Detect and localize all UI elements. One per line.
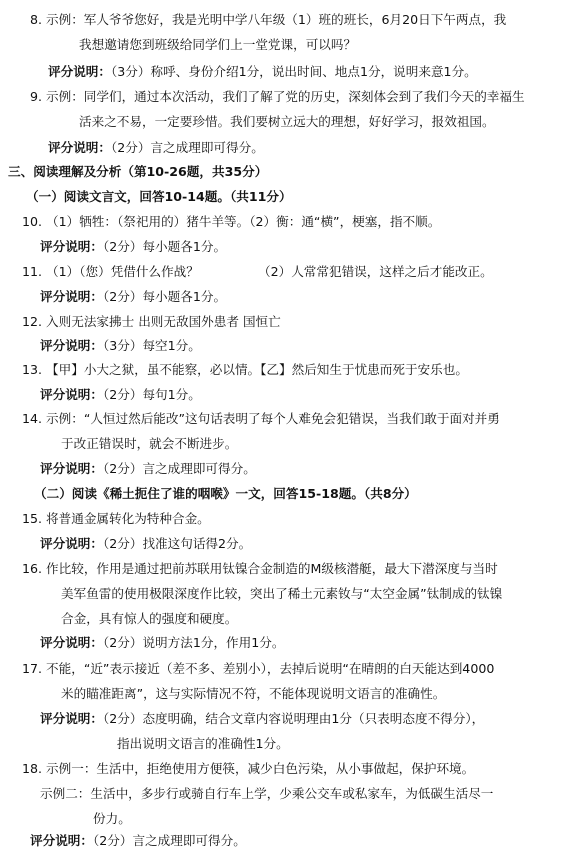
score-text: （2分）说明方法1分，作用1分。 [102, 635, 285, 650]
q8-line-2: 我想邀请您到班级给同学们上一堂党课，可以吗？ [79, 37, 357, 52]
q13-score-line [40, 387, 201, 402]
score-text: （2分）言之成理即可得分。 [102, 461, 256, 476]
q17-score-line-2: 指出说明文语言的准确性1分。 [117, 736, 289, 751]
score-label: 评分说明： [40, 387, 103, 402]
q18-line-3: 份力。 [93, 811, 131, 826]
q14-line-2: 于改正错误时，就会不断进步。 [61, 436, 238, 451]
score-label: 评分说明： [40, 635, 103, 650]
q17-line-2: 米的瞄准距离”，这与实际情况不符，不能体现说明文语言的准确性。 [61, 686, 446, 701]
q11-score-line [40, 289, 226, 304]
q16-line-1: 16. 作比较，作用是通过把前苏联用钛镍合金制造的M级核潜艇，最大下潜深度与当时 [22, 561, 498, 576]
q14-line-1: 14. 示例：“人恒过然后能改”这句话表明了每个人难免会犯错误，当我们敢于面对并勇 [22, 411, 500, 426]
q16-line-3: 合金，具有惊人的强度和硬度。 [61, 611, 238, 626]
q10-line-1: 10. （1）牺牲：（祭祀用的）猪牛羊等。（2）衡：通“横”，梗塞，指不顺。 [22, 214, 441, 229]
score-text: （3分）称呼、身份介绍1分，说出时间、地点1分，说明来意1分。 [110, 64, 477, 79]
q18-line-1: 18. 示例一：生活中，拒绝使用方便筷，减少白色污染，从小事做起，保护环境。 [22, 761, 475, 776]
score-text: （2分）每小题各1分。 [102, 239, 227, 254]
score-label: 评分说明： [40, 289, 103, 304]
section-3-heading: 三、阅读理解及分析（第10-26题，共35分） [8, 164, 268, 179]
q18-line-2: 示例二：生活中，多步行或骑自行车上学，少乘公交车或私家车，为低碳生活尽一 [40, 786, 494, 801]
score-label: 评分说明： [40, 338, 103, 353]
q10-score-line [40, 239, 226, 254]
score-text: （2分）每句1分。 [102, 387, 201, 402]
q12-score-line [40, 338, 201, 353]
q14-score-line [40, 461, 256, 476]
score-label: 评分说明： [40, 461, 103, 476]
q9-score-line [48, 140, 264, 155]
score-text: （2分）言之成理即可得分。 [92, 833, 246, 848]
score-label: 评分说明： [40, 239, 103, 254]
q15-score-line [40, 536, 251, 551]
q18-score-line [30, 833, 246, 848]
q9-line-1: 9. 示例：同学们，通过本次活动，我们了解了党的历史，深刻体会到了我们今天的幸福生 [30, 89, 525, 104]
q17-score-line [40, 711, 484, 726]
q8-score-line [48, 64, 477, 79]
part-1-heading: （一）阅读文言文，回答10-14题。（共11分） [26, 189, 292, 204]
q9-line-2: 活来之不易，一定要珍惜。我们要树立远大的理想，好好学习，报效祖国。 [79, 114, 495, 129]
score-label: 评分说明： [40, 536, 103, 551]
score-text: （2分）言之成理即可得分。 [110, 140, 264, 155]
score-text: （2分）找准这句话得2分。 [102, 536, 252, 551]
score-text: （3分）每空1分。 [102, 338, 201, 353]
q11-line-1a: 11. （1）（您）凭借什么作战？ [22, 264, 199, 279]
q13-line-1: 13. 【甲】小大之狱，虽不能察，必以情。【乙】然后知生于忧患而死于安乐也。 [22, 362, 468, 377]
score-text: （2分）每小题各1分。 [102, 289, 227, 304]
q15-line-1: 15. 将普通金属转化为特种合金。 [22, 511, 210, 526]
q8-line-1: 8. 示例：军人爷爷您好，我是光明中学八年级（1）班的班长，6月20日下午两点，我 [30, 12, 507, 27]
score-label: 评分说明： [30, 833, 93, 848]
q16-line-2: 美军鱼雷的使用极限深度作比较，突出了稀土元素钕与“太空金属”钛制成的钛镍 [61, 586, 503, 601]
part-2-heading: （二）阅读《稀土扼住了谁的咽喉》一文，回答15-18题。（共8分） [34, 486, 417, 501]
score-label: 评分说明： [40, 711, 103, 726]
score-text: （2分）态度明确，结合文章内容说明理由1分（只表明态度不得分）， [102, 711, 485, 726]
q12-line-1: 12. 入则无法家拂士 出则无敌国外患者 国恒亡 [22, 314, 281, 329]
q11-line-1b: （2）人常常犯错误，这样之后才能改正。 [258, 264, 493, 279]
score-label: 评分说明： [48, 140, 111, 155]
score-label: 评分说明： [48, 64, 111, 79]
q16-score-line [40, 635, 284, 650]
q17-line-1: 17. 不能，“近”表示接近（差不多、差别小），去掉后说明“在晴朗的白天能达到4000 [22, 661, 495, 676]
